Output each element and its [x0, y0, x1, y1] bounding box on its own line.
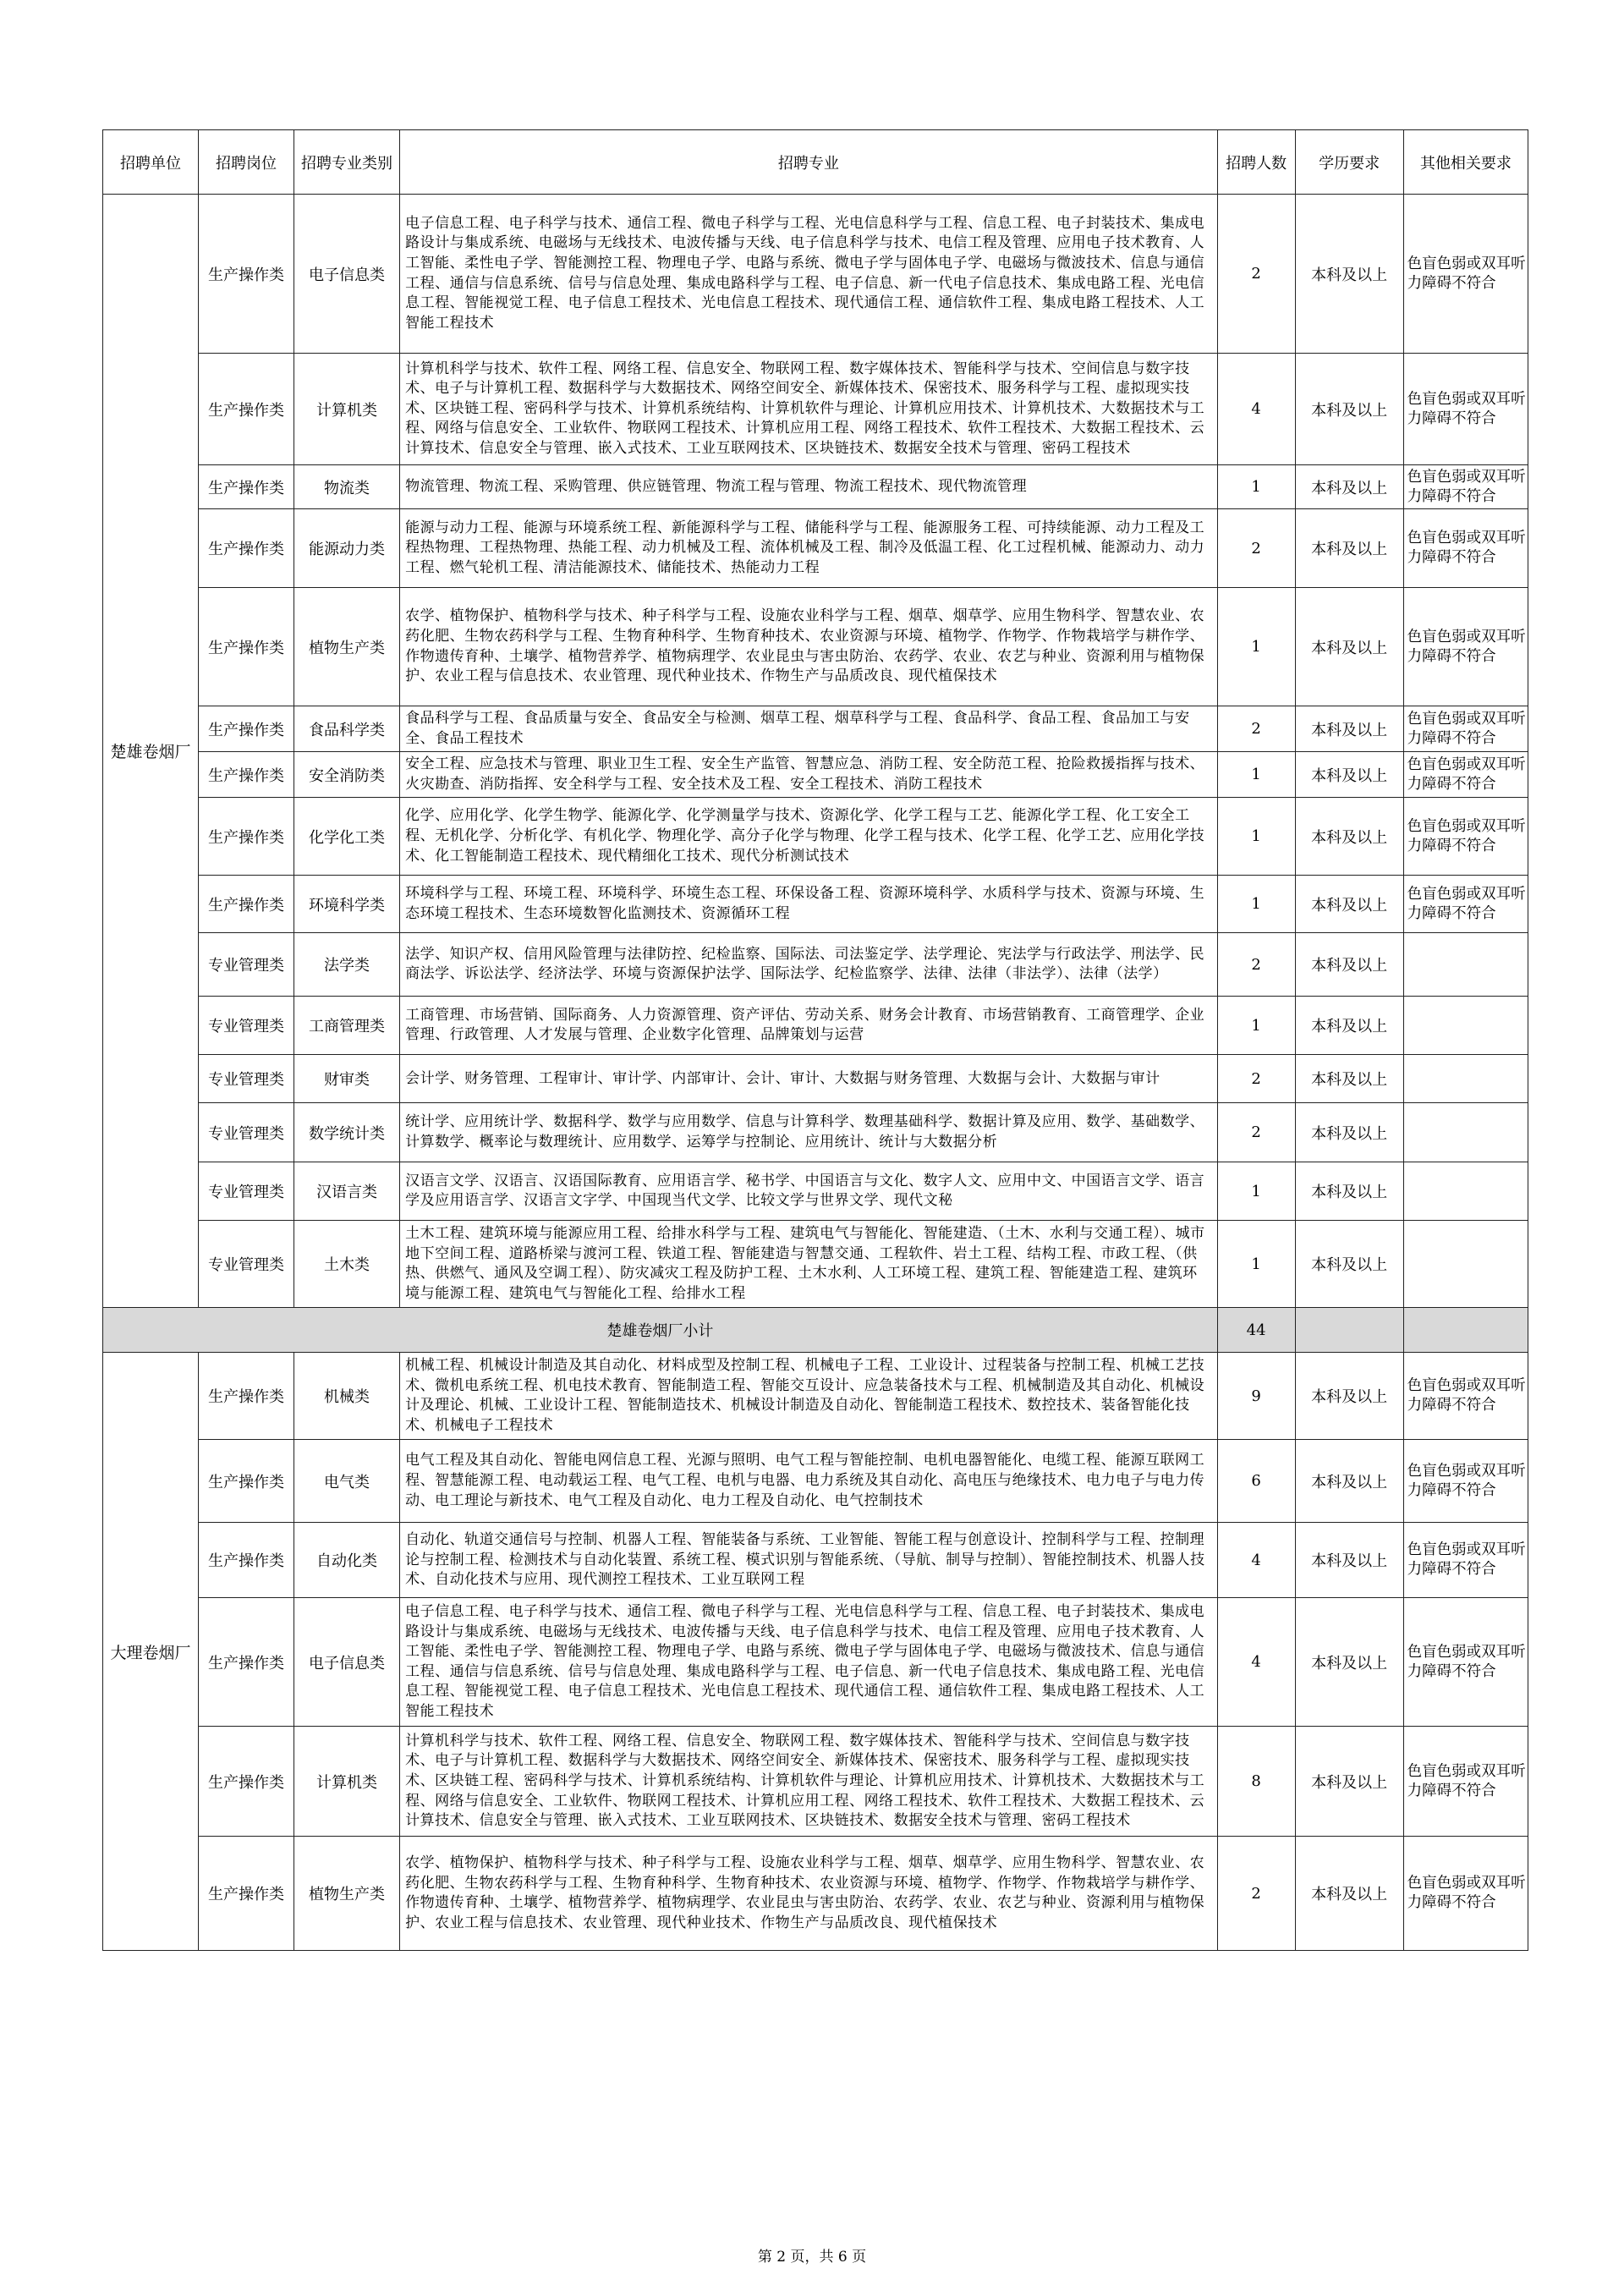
category-cell: 土木类	[294, 1221, 400, 1308]
other-requirement-cell: 色盲色弱或双耳听力障碍不符合	[1403, 752, 1528, 798]
education-cell: 本科及以上	[1295, 354, 1403, 465]
header-education: 学历要求	[1295, 130, 1403, 195]
table-row	[103, 1523, 1528, 1598]
education-cell: 本科及以上	[1295, 933, 1403, 997]
table-row	[103, 1055, 1528, 1103]
count-cell: 8	[1217, 1727, 1295, 1837]
other-requirement-cell: 色盲色弱或双耳听力障碍不符合	[1403, 465, 1528, 509]
header-position: 招聘岗位	[199, 130, 294, 195]
category-cell: 电子信息类	[294, 1598, 400, 1727]
header-category: 招聘专业类别	[294, 130, 400, 195]
count-cell: 1	[1217, 752, 1295, 798]
category-cell: 机械类	[294, 1353, 400, 1440]
recruitment-table	[102, 129, 1528, 1951]
education-cell: 本科及以上	[1295, 1598, 1403, 1727]
education-cell: 本科及以上	[1295, 195, 1403, 354]
table-row	[103, 1103, 1528, 1162]
other-requirement-cell: 色盲色弱或双耳听力障碍不符合	[1403, 1598, 1528, 1727]
position-cell: 生产操作类	[199, 195, 294, 354]
other-requirement-cell: 色盲色弱或双耳听力障碍不符合	[1403, 706, 1528, 752]
category-cell: 汉语言类	[294, 1162, 400, 1221]
position-cell: 生产操作类	[199, 1353, 294, 1440]
count-cell: 1	[1217, 588, 1295, 706]
count-cell: 2	[1217, 933, 1295, 997]
category-cell: 法学类	[294, 933, 400, 997]
other-requirement-cell: 色盲色弱或双耳听力障碍不符合	[1403, 1440, 1528, 1523]
other-requirement-cell	[1403, 933, 1528, 997]
table-row	[103, 1440, 1528, 1523]
count-cell: 4	[1217, 1523, 1295, 1598]
major-cell: 工商管理、市场营销、国际商务、人力资源管理、资产评估、劳动关系、财务会计教育、市场营销教育、工商管理学、企业管理、行政管理、人才发展与管理、企业数字化管理、品牌策划与运营	[400, 997, 1218, 1055]
major-cell: 汉语言文学、汉语言、汉语国际教育、应用语言学、秘书学、中国语言与文化、数字人文、应用中文、中国语言文学、语言学及应用语言学、汉语言文字学、中国现当代文学、比较文学与世界文学、现代文秘	[400, 1162, 1218, 1221]
other-requirement-cell	[1403, 997, 1528, 1055]
count-cell: 1	[1217, 798, 1295, 876]
category-cell: 计算机类	[294, 1727, 400, 1837]
table-row	[103, 933, 1528, 997]
education-cell: 本科及以上	[1295, 1162, 1403, 1221]
position-cell: 生产操作类	[199, 1598, 294, 1727]
other-requirement-cell: 色盲色弱或双耳听力障碍不符合	[1403, 588, 1528, 706]
other-requirement-cell: 色盲色弱或双耳听力障碍不符合	[1403, 798, 1528, 876]
table-row	[103, 1221, 1528, 1308]
table-row	[103, 1727, 1528, 1837]
category-cell: 食品科学类	[294, 706, 400, 752]
other-requirement-cell: 色盲色弱或双耳听力障碍不符合	[1403, 876, 1528, 933]
count-cell: 2	[1217, 195, 1295, 354]
position-cell: 生产操作类	[199, 1440, 294, 1523]
major-cell: 法学、知识产权、信用风险管理与法律防控、纪检监察、国际法、司法鉴定学、法学理论、宪法学与行政法学、刑法学、民商法学、诉讼法学、经济法学、环境与资源保护法学、国际法学、纪检监察学、法律、法律（非法学）、法律（法学）	[400, 933, 1218, 997]
category-cell: 物流类	[294, 465, 400, 509]
education-cell: 本科及以上	[1295, 752, 1403, 798]
position-cell: 生产操作类	[199, 1837, 294, 1951]
major-cell: 机械工程、机械设计制造及其自动化、材料成型及控制工程、机械电子工程、工业设计、过程装备与控制工程、机械工艺技术、微机电系统工程、机电技术教育、智能制造工程、智能交互设计、应急装备技术与工程、机械制造及其自动化、机械设计及理论、机械、工业设计工程、智能制造技术、机械设计制造及自动化、智能制造工程技术、数控技术、装备智能化技术、机械电子工程技术	[400, 1353, 1218, 1440]
position-cell: 专业管理类	[199, 1103, 294, 1162]
education-cell: 本科及以上	[1295, 509, 1403, 588]
page-footer: 第 2 页，共 6 页	[757, 2249, 867, 2266]
education-cell: 本科及以上	[1295, 1103, 1403, 1162]
position-cell: 生产操作类	[199, 876, 294, 933]
position-cell: 专业管理类	[199, 1055, 294, 1103]
table-row	[103, 798, 1528, 876]
category-cell: 财审类	[294, 1055, 400, 1103]
major-cell: 环境科学与工程、环境工程、环境科学、环境生态工程、环保设备工程、资源环境科学、水质科学与技术、资源与环境、生态环境工程技术、生态环境数智化监测技术、资源循环工程	[400, 876, 1218, 933]
other-requirement-cell: 色盲色弱或双耳听力障碍不符合	[1403, 1727, 1528, 1837]
table-row	[103, 752, 1528, 798]
major-cell: 食品科学与工程、食品质量与安全、食品安全与检测、烟草工程、烟草科学与工程、食品科学、食品工程、食品加工与安全、食品工程技术	[400, 706, 1218, 752]
category-cell: 电子信息类	[294, 195, 400, 354]
count-cell: 1	[1217, 1221, 1295, 1308]
other-requirement-cell	[1403, 1103, 1528, 1162]
education-cell: 本科及以上	[1295, 588, 1403, 706]
major-cell: 会计学、财务管理、工程审计、审计学、内部审计、会计、审计、大数据与财务管理、大数据与会计、大数据与审计	[400, 1055, 1218, 1103]
other-requirement-cell	[1403, 1221, 1528, 1308]
category-cell: 工商管理类	[294, 997, 400, 1055]
table-row	[103, 509, 1528, 588]
category-cell: 计算机类	[294, 354, 400, 465]
category-cell: 数学统计类	[294, 1103, 400, 1162]
major-cell: 安全工程、应急技术与管理、职业卫生工程、安全生产监管、智慧应急、消防工程、安全防范工程、抢险救援指挥与技术、火灾勘查、消防指挥、安全科学与工程、安全技术及工程、安全工程技术、消防工程技术	[400, 752, 1218, 798]
table-body	[103, 195, 1528, 1951]
education-cell: 本科及以上	[1295, 798, 1403, 876]
position-cell: 专业管理类	[199, 1221, 294, 1308]
table-row	[103, 195, 1528, 354]
count-cell: 4	[1217, 1598, 1295, 1727]
count-cell: 9	[1217, 1353, 1295, 1440]
major-cell: 农学、植物保护、植物科学与技术、种子科学与工程、设施农业科学与工程、烟草、烟草学、应用生物科学、智慧农业、农药化肥、生物农药科学与工程、生物育种科学、生物育种技术、农业资源与环境、植物学、作物学、作物栽培学与耕作学、作物遗传育种、土壤学、植物营养学、植物病理学、农业昆虫与害虫防治、农药学、农业、农艺与种业、资源利用与植物保护、农业工程与信息技术、农业管理、现代种业技术、作物生产与品质改良、现代植保技术	[400, 1837, 1218, 1951]
table-row	[103, 354, 1528, 465]
major-cell: 电子信息工程、电子科学与技术、通信工程、微电子科学与工程、光电信息科学与工程、信息工程、电子封装技术、集成电路设计与集成系统、电磁场与无线技术、电波传播与天线、电子信息科学与技术、电信工程及管理、应用电子技术教育、人工智能、柔性电子学、智能测控工程、物理电子学、电路与系统、微电子学与固体电子学、电磁场与微波技术、信息与通信工程、通信与信息系统、信号与信息处理、集成电路科学与工程、电子信息、新一代电子信息技术、集成电路工程、光电信息工程、智能视觉工程、电子信息工程技术、光电信息工程技术、现代通信工程、通信软件工程、集成电路工程技术、人工智能工程技术	[400, 1598, 1218, 1727]
table-row	[103, 1162, 1528, 1221]
category-cell: 电气类	[294, 1440, 400, 1523]
major-cell: 能源与动力工程、能源与环境系统工程、新能源科学与工程、储能科学与工程、能源服务工程、可持续能源、动力工程及工程热物理、工程热物理、热能工程、动力机械及工程、流体机械及工程、制冷及低温工程、化工过程机械、能源动力、动力工程、燃气轮机工程、清洁能源技术、储能技术、热能动力工程	[400, 509, 1218, 588]
subtotal-empty-other	[1403, 1308, 1528, 1353]
table-row	[103, 1598, 1528, 1727]
position-cell: 生产操作类	[199, 752, 294, 798]
count-cell: 1	[1217, 1162, 1295, 1221]
education-cell: 本科及以上	[1295, 1837, 1403, 1951]
position-cell: 专业管理类	[199, 933, 294, 997]
subtotal-row	[103, 1308, 1528, 1353]
table-row	[103, 1353, 1528, 1440]
category-cell: 植物生产类	[294, 588, 400, 706]
position-cell: 生产操作类	[199, 1727, 294, 1837]
education-cell: 本科及以上	[1295, 1353, 1403, 1440]
subtotal-count: 44	[1217, 1308, 1295, 1353]
position-cell: 生产操作类	[199, 798, 294, 876]
education-cell: 本科及以上	[1295, 1055, 1403, 1103]
major-cell: 土木工程、建筑环境与能源应用工程、给排水科学与工程、建筑电气与智能化、智能建造、（土木、水利与交通工程）、城市地下空间工程、道路桥梁与渡河工程、铁道工程、智能建造与智慧交通、工程软件、岩土工程、结构工程、市政工程、（供热、供燃气、通风及空调工程）、防灾减灾工程及防护工程、土木水利、人工环境工程、建筑工程、智能建造工程、建筑环境与能源工程、建筑电气与智能化工程、给排水工程	[400, 1221, 1218, 1308]
position-cell: 生产操作类	[199, 588, 294, 706]
education-cell: 本科及以上	[1295, 1727, 1403, 1837]
other-requirement-cell: 色盲色弱或双耳听力障碍不符合	[1403, 195, 1528, 354]
education-cell: 本科及以上	[1295, 706, 1403, 752]
table-row	[103, 997, 1528, 1055]
table-header-row	[103, 130, 1528, 195]
other-requirement-cell: 色盲色弱或双耳听力障碍不符合	[1403, 1837, 1528, 1951]
other-requirement-cell: 色盲色弱或双耳听力障碍不符合	[1403, 354, 1528, 465]
subtotal-empty-edu	[1295, 1308, 1403, 1353]
other-requirement-cell: 色盲色弱或双耳听力障碍不符合	[1403, 1523, 1528, 1598]
position-cell: 生产操作类	[199, 509, 294, 588]
table-row	[103, 876, 1528, 933]
position-cell: 专业管理类	[199, 997, 294, 1055]
education-cell: 本科及以上	[1295, 1523, 1403, 1598]
unit-cell: 楚雄卷烟厂	[103, 195, 199, 1308]
major-cell: 物流管理、物流工程、采购管理、供应链管理、物流工程与管理、物流工程技术、现代物流管理	[400, 465, 1218, 509]
major-cell: 计算机科学与技术、软件工程、网络工程、信息安全、物联网工程、数字媒体技术、智能科学与技术、空间信息与数字技术、电子与计算机工程、数据科学与大数据技术、网络空间安全、新媒体技术、保密技术、服务科学与工程、虚拟现实技术、区块链工程、密码科学与技术、计算机系统结构、计算机软件与理论、计算机应用技术、计算机技术、大数据技术与工程、网络与信息安全、工业软件、物联网工程技术、计算机应用工程、网络工程技术、软件工程技术、大数据工程技术、云计算技术、信息安全与管理、嵌入式技术、工业互联网技术、区块链技术、数据安全技术与管理、密码工程技术	[400, 354, 1218, 465]
other-requirement-cell: 色盲色弱或双耳听力障碍不符合	[1403, 509, 1528, 588]
education-cell: 本科及以上	[1295, 1440, 1403, 1523]
position-cell: 专业管理类	[199, 1162, 294, 1221]
category-cell: 植物生产类	[294, 1837, 400, 1951]
major-cell: 农学、植物保护、植物科学与技术、种子科学与工程、设施农业科学与工程、烟草、烟草学、应用生物科学、智慧农业、农药化肥、生物农药科学与工程、生物育种科学、生物育种技术、农业资源与环境、植物学、作物学、作物栽培学与耕作学、作物遗传育种、土壤学、植物营养学、植物病理学、农业昆虫与害虫防治、农药学、农业、农艺与种业、资源利用与植物保护、农业工程与信息技术、农业管理、现代种业技术、作物生产与品质改良、现代植保技术	[400, 588, 1218, 706]
other-requirement-cell: 色盲色弱或双耳听力障碍不符合	[1403, 1353, 1528, 1440]
count-cell: 2	[1217, 1055, 1295, 1103]
count-cell: 1	[1217, 876, 1295, 933]
count-cell: 2	[1217, 1837, 1295, 1951]
count-cell: 6	[1217, 1440, 1295, 1523]
count-cell: 2	[1217, 509, 1295, 588]
education-cell: 本科及以上	[1295, 465, 1403, 509]
category-cell: 安全消防类	[294, 752, 400, 798]
unit-cell: 大理卷烟厂	[103, 1353, 199, 1951]
position-cell: 生产操作类	[199, 354, 294, 465]
header-other-requirements: 其他相关要求	[1403, 130, 1528, 195]
table-row	[103, 465, 1528, 509]
education-cell: 本科及以上	[1295, 997, 1403, 1055]
subtotal-label: 楚雄卷烟厂小计	[103, 1308, 1218, 1353]
header-major: 招聘专业	[400, 130, 1218, 195]
table-row	[103, 588, 1528, 706]
table-row	[103, 706, 1528, 752]
major-cell: 统计学、应用统计学、数据科学、数学与应用数学、信息与计算科学、数理基础科学、数据计算及应用、数学、基础数学、计算数学、概率论与数理统计、应用数学、运筹学与控制论、应用统计、统计与大数据分析	[400, 1103, 1218, 1162]
other-requirement-cell	[1403, 1162, 1528, 1221]
major-cell: 化学、应用化学、化学生物学、能源化学、化学测量学与技术、资源化学、化学工程与工艺、能源化学工程、化工安全工程、无机化学、分析化学、有机化学、物理化学、高分子化学与物理、化学工程与技术、化学工程、化学工艺、应用化学技术、化工智能制造工程技术、现代精细化工技术、现代分析测试技术	[400, 798, 1218, 876]
category-cell: 自动化类	[294, 1523, 400, 1598]
count-cell: 2	[1217, 1103, 1295, 1162]
position-cell: 生产操作类	[199, 465, 294, 509]
education-cell: 本科及以上	[1295, 1221, 1403, 1308]
other-requirement-cell	[1403, 1055, 1528, 1103]
major-cell: 电气工程及其自动化、智能电网信息工程、光源与照明、电气工程与智能控制、电机电器智能化、电缆工程、能源互联网工程、智慧能源工程、电动载运工程、电气工程、电机与电器、电力系统及其自动化、高电压与绝缘技术、电力电子与电力传动、电工理论与新技术、电气工程及自动化、电力工程及自动化、电气控制技术	[400, 1440, 1218, 1523]
category-cell: 能源动力类	[294, 509, 400, 588]
category-cell: 化学化工类	[294, 798, 400, 876]
count-cell: 1	[1217, 465, 1295, 509]
count-cell: 4	[1217, 354, 1295, 465]
major-cell: 电子信息工程、电子科学与技术、通信工程、微电子科学与工程、光电信息科学与工程、信息工程、电子封装技术、集成电路设计与集成系统、电磁场与无线技术、电波传播与天线、电子信息科学与技术、电信工程及管理、应用电子技术教育、人工智能、柔性电子学、智能测控工程、物理电子学、电路与系统、微电子学与固体电子学、电磁场与微波技术、信息与通信工程、通信与信息系统、信号与信息处理、集成电路科学与工程、电子信息、新一代电子信息技术、集成电路工程、光电信息工程、智能视觉工程、电子信息工程技术、光电信息工程技术、现代通信工程、通信软件工程、集成电路工程技术、人工智能工程技术	[400, 195, 1218, 354]
count-cell: 2	[1217, 706, 1295, 752]
count-cell: 1	[1217, 997, 1295, 1055]
major-cell: 计算机科学与技术、软件工程、网络工程、信息安全、物联网工程、数字媒体技术、智能科学与技术、空间信息与数字技术、电子与计算机工程、数据科学与大数据技术、网络空间安全、新媒体技术、保密技术、服务科学与工程、虚拟现实技术、区块链工程、密码科学与技术、计算机系统结构、计算机软件与理论、计算机应用技术、计算机技术、大数据技术与工程、网络与信息安全、工业软件、物联网工程技术、计算机应用工程、网络工程技术、软件工程技术、大数据工程技术、云计算技术、信息安全与管理、嵌入式技术、工业互联网技术、区块链技术、数据安全技术与管理、密码工程技术	[400, 1727, 1218, 1837]
major-cell: 自动化、轨道交通信号与控制、机器人工程、智能装备与系统、工业智能、智能工程与创意设计、控制科学与工程、控制理论与控制工程、检测技术与自动化装置、系统工程、模式识别与智能系统、（导航、制导与控制）、智能控制技术、机器人技术、自动化技术与应用、现代测控工程技术、工业互联网工程	[400, 1523, 1218, 1598]
position-cell: 生产操作类	[199, 1523, 294, 1598]
education-cell: 本科及以上	[1295, 876, 1403, 933]
position-cell: 生产操作类	[199, 706, 294, 752]
header-count: 招聘人数	[1217, 130, 1295, 195]
header-unit: 招聘单位	[103, 130, 199, 195]
category-cell: 环境科学类	[294, 876, 400, 933]
table-row	[103, 1837, 1528, 1951]
